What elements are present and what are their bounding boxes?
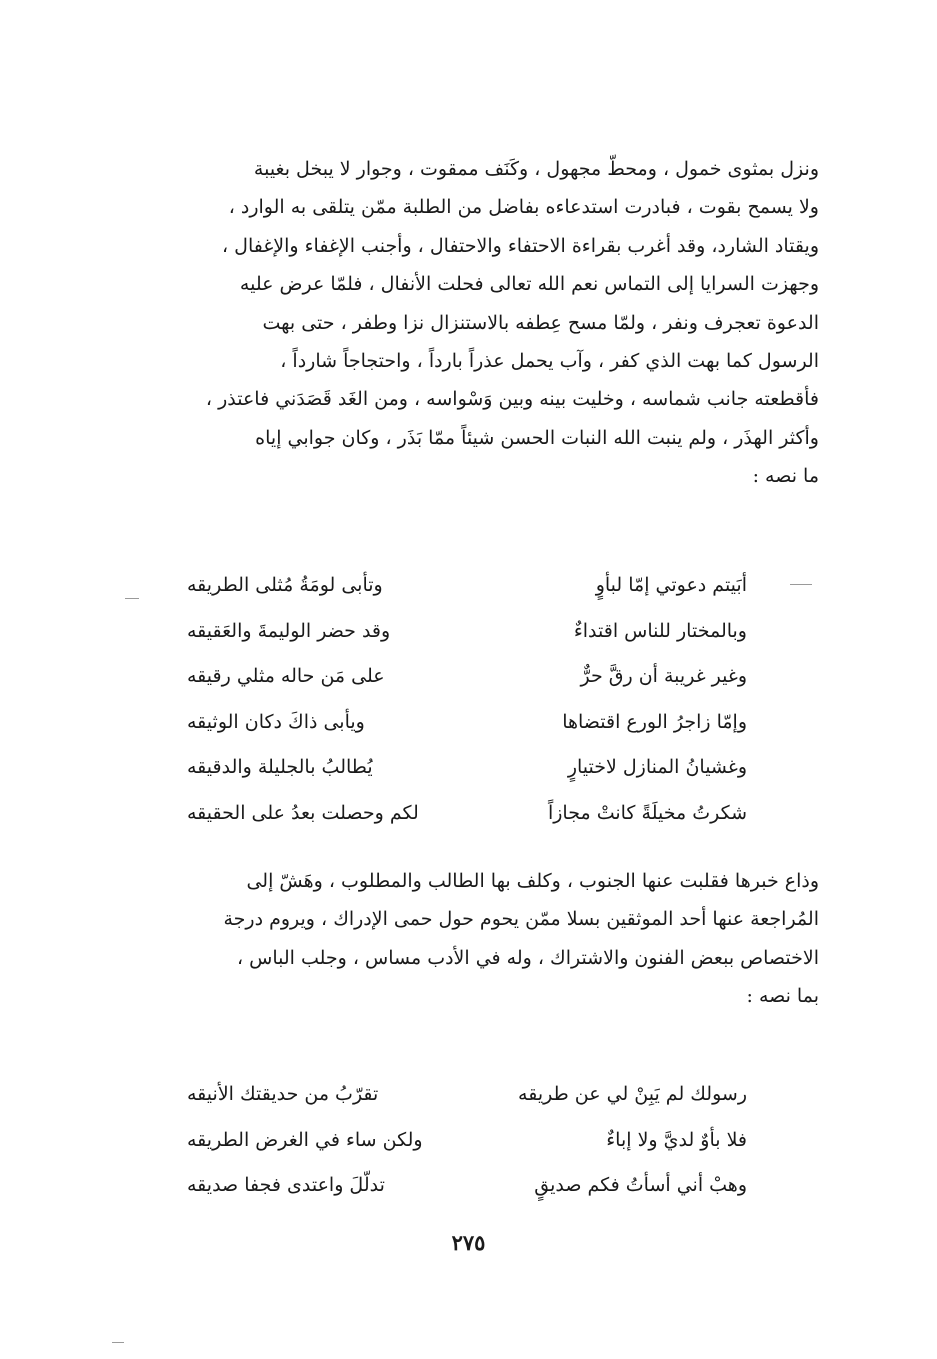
verse-second-hemistich: تدلّلَ واعتدى فجفا صديقه [187, 1174, 385, 1197]
verse-first-hemistich: وبالمختار للناس اقتداءٌ [573, 619, 747, 642]
poem-verse [187, 1072, 747, 1118]
poem-verse [187, 609, 747, 655]
poem-verse [187, 745, 747, 791]
poem-2 [187, 1072, 747, 1209]
prose-line: ولا يسمح بقوت ، فبادرت استدعاءه بفاضل من الطلبة ممّن يتلقى به الوارد ، [228, 196, 819, 219]
poem-1 [187, 563, 747, 837]
verse-first-hemistich: فلا بأوٌ لديَّ ولا إباءٌ [606, 1128, 747, 1151]
prose-paragraph-1 [119, 150, 819, 496]
prose-line: ويقتاد الشارد، وقد أغرب بقراءة الاحتفاء والاحتفال ، وأجنب الإغفاء والإغفال ، [221, 234, 819, 257]
verse-second-hemistich: وقد حضر الوليمةَ والعَقيقه [187, 619, 391, 642]
prose-line: الاختصاص ببعض الفنون والاشتراك ، وله في الأدب مساس ، وجلب الباس ، [236, 946, 819, 969]
prose-line: وجهزت السرايا إلى التماس نعم الله تعالى فحلت الأنفال ، فلمّا عرض عليه [239, 273, 819, 296]
verse-first-hemistich: أبَيتم دعوتي إمّا لبأوٍ [595, 574, 747, 596]
verse-first-hemistich: وغشيانُ المنازل لاختيارٍ [567, 756, 747, 779]
prose-line: فأقطعته جانب شماسه ، وخليت بينه وبين وَسْواسه ، ومن الغَد قَصَدَني فاعتذر ، [205, 388, 819, 411]
prose-line: المُراجعة عنها أحد الموثقين بسلا ممّن يحوم حول حمى الإدراك ، ويروم درجة [223, 908, 819, 931]
poem-verse [187, 700, 747, 746]
page-number: ٢٧٥ [451, 1230, 486, 1255]
prose-paragraph-2 [119, 862, 819, 1016]
verse-second-hemistich: تقرّبُ من حديقتك الأنيقه [187, 1083, 379, 1105]
poem-verse [187, 563, 747, 609]
verse-second-hemistich: يُطالبُ بالجليلة والدقيقه [187, 756, 373, 779]
poem-verse [187, 791, 747, 837]
scan-speck [125, 598, 139, 599]
verse-second-hemistich: ويأبى ذاكَ دكان الوثيقه [187, 710, 365, 733]
prose-line: ما نصه : [752, 465, 819, 488]
prose-line: الرسول كما بهت الذي كفر ، وآب يحمل عذراً بارداً ، واحتجاجاً شارداً ، [280, 350, 819, 373]
verse-second-hemistich: ولكن ساء في الغرض الطريقه [187, 1128, 423, 1151]
prose-line: ونزل بمثوى خمول ، ومحطّ مجهول ، وكَنَف ممقوت ، وجوار لا يبخل بغيبة [253, 158, 819, 180]
prose-line: وذاع خبرها فقلبت عنها الجنوب ، وكلف بها الطالب والمطلوب ، وهَشّ إلى [246, 870, 819, 892]
prose-line: الدعوة تعجرف ونفر ، ولمّا مسح عِطفه بالاستنزال نزا وطفر ، حتى بهت [262, 311, 819, 334]
verse-second-hemistich: وتأبى لومَةُ مُثلى الطريقه [187, 574, 383, 596]
verse-first-hemistich: رسولك لم يَبِنْ لي عن طريقه [518, 1083, 747, 1105]
poem-verse [187, 654, 747, 700]
scan-speck [790, 584, 812, 585]
verse-second-hemistich: لكم وحصلت بعدُ على الحقيقه [187, 801, 419, 824]
verse-first-hemistich: وهبْ أني أسأتُ فكم صديقٍ [534, 1174, 747, 1197]
prose-line: بما نصه : [746, 985, 819, 1008]
scan-speck [112, 1342, 124, 1343]
poem-verse [187, 1163, 747, 1209]
prose-line: وأكثر الهذَر ، ولم ينبت الله النبات الحسن شيئاً ممّا بَذَر ، وكان جوابي إياه [255, 426, 819, 449]
verse-first-hemistich: شكرتُ مخيلَةً كانتْ مجازاً [547, 801, 747, 824]
poem-verse [187, 1118, 747, 1164]
verse-first-hemistich: وغير غريبة أن رقَّ حرٌّ [580, 665, 747, 688]
verse-first-hemistich: وإمّا زاجرُ الورع اقتضاها [562, 710, 747, 733]
verse-second-hemistich: على مَن حاله مثلي رقيقه [187, 665, 385, 688]
